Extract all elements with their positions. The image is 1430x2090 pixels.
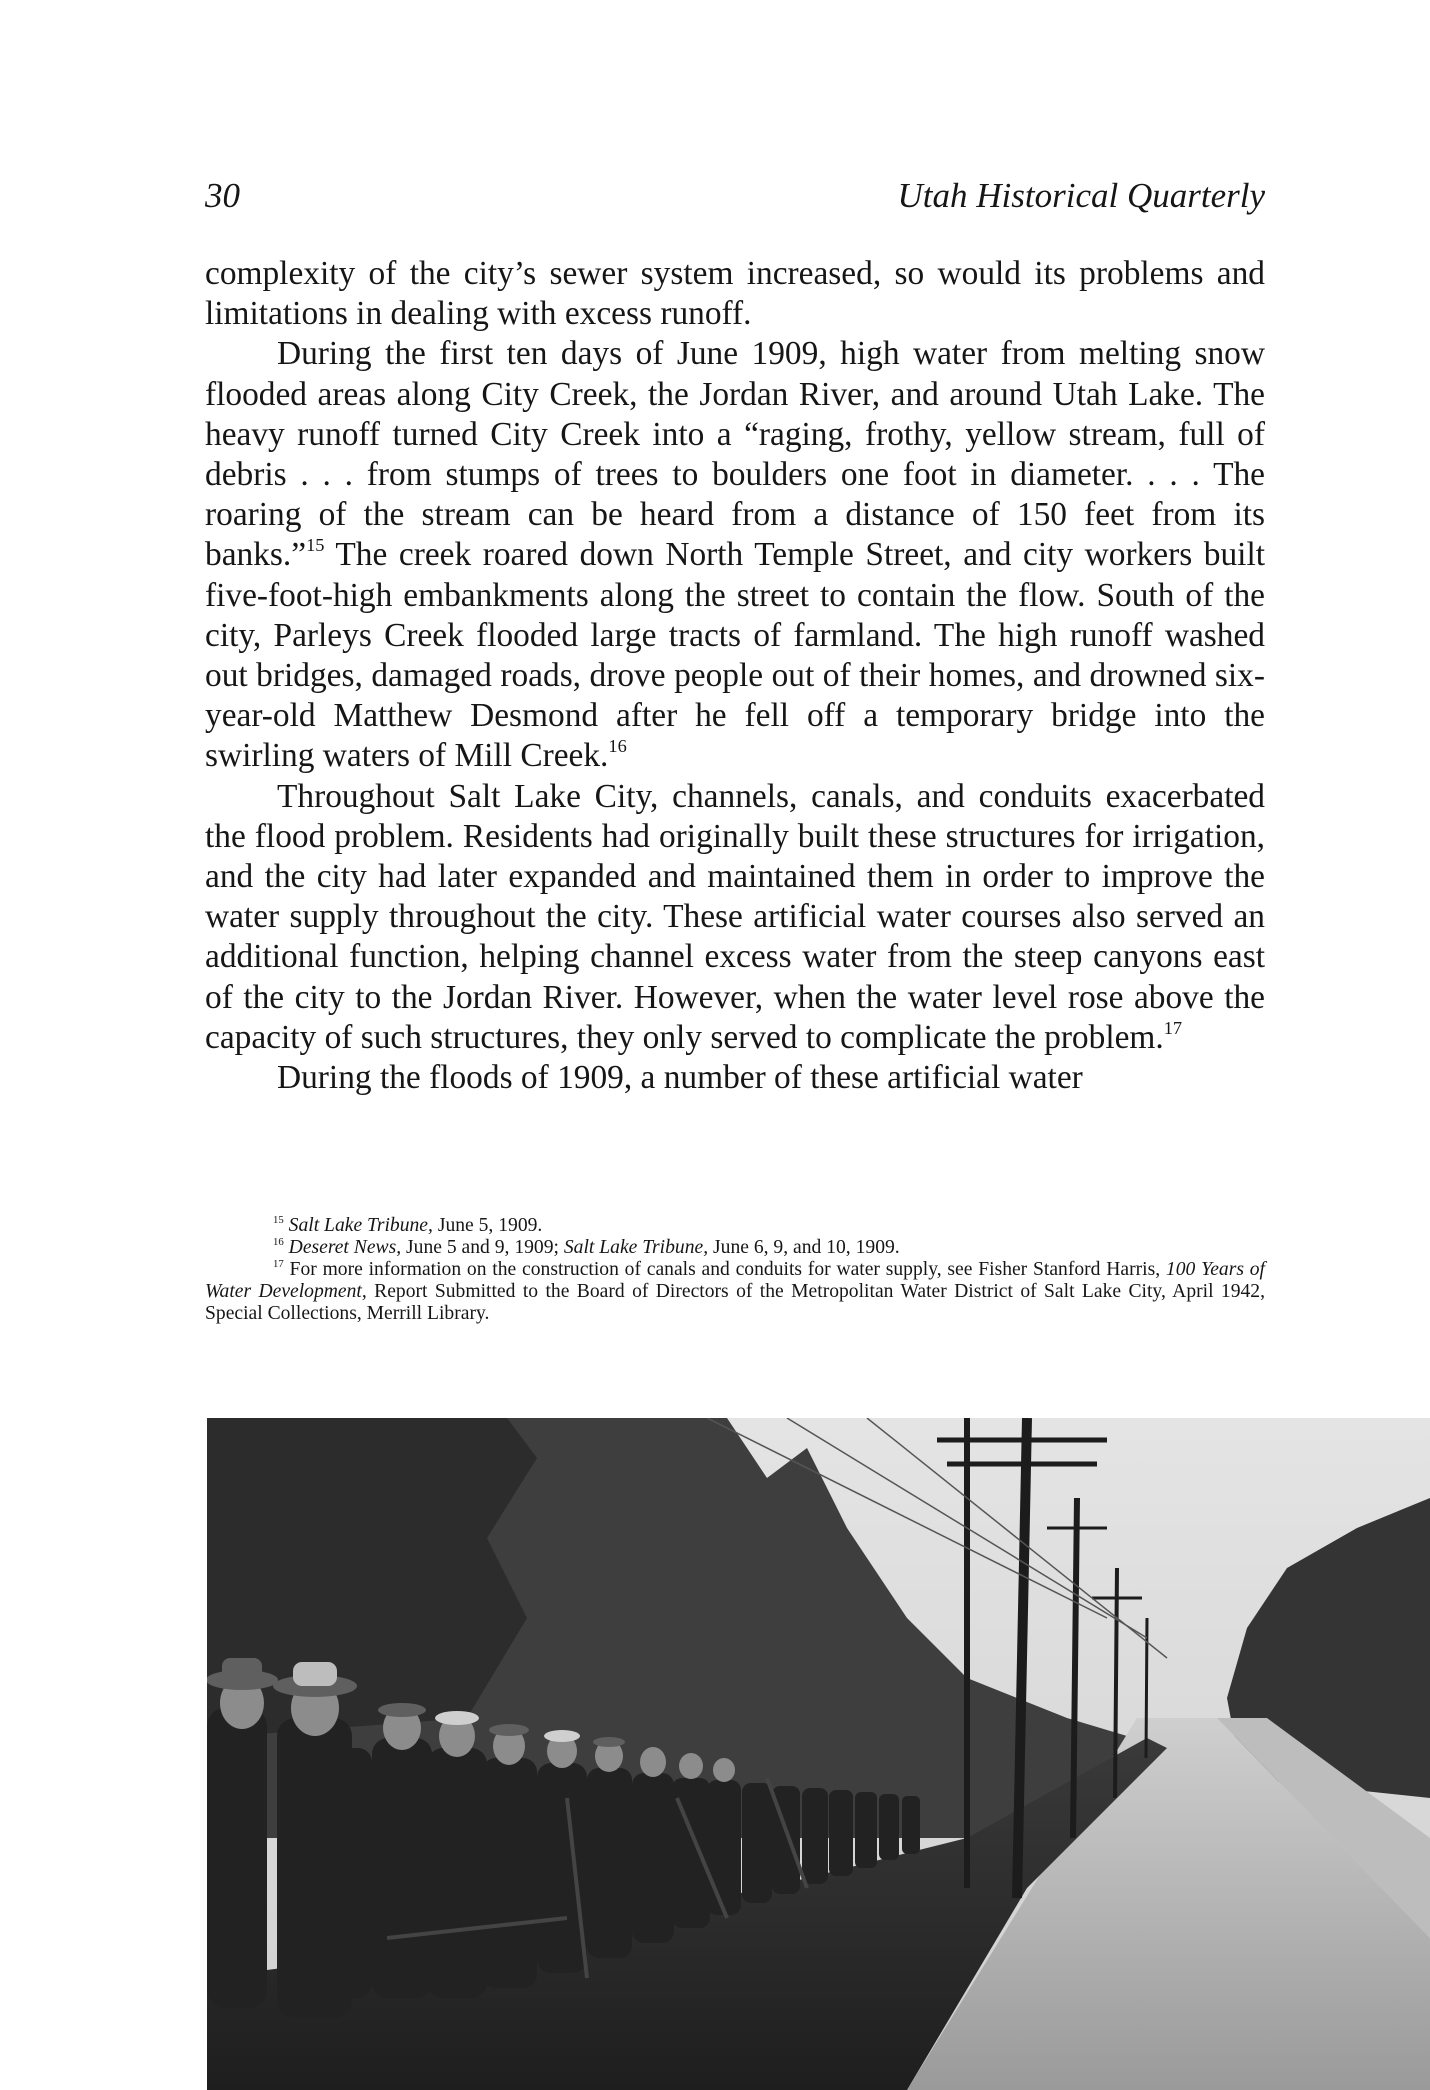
footnote-text: For more information on the construction of canals and conduits for water supply, see Fisher Stanford Harris, [283,1259,1166,1280]
footnote-16 [205,1237,1265,1259]
paragraph-4 [205,1058,1265,1098]
footnote-source-title: 100 Years of Water Development, [205,1259,1265,1302]
running-head: Utah Historical Quarterly [897,176,1265,215]
historic-photo-workers-building-embankment [207,1418,1430,2090]
footnote-source-title: Salt Lake Tribune, [288,1215,433,1236]
page-header [205,176,1265,226]
footnote-text: June 6, 9, and 10, 1909. [708,1237,900,1258]
article-body [205,254,1265,1098]
photo-illustration [207,1418,1430,2090]
paragraph-3-text: Throughout Salt Lake City, channels, canals, and conduits exacerbated the flood problem. Residents had originally built these structures for irrigation, and the city had later expanded and maintained them in order to improve the water supply throughout the city. These artificial water courses also served an additional function, helping channel excess water from the steep canyons east of the city to the Jordan River. However, when the water level rose above the capacity of such structures, they only served to complicate the problem. [205,777,1265,1056]
footnote-number: 17 [273,1257,284,1270]
footnote-source-title: Deseret News, [288,1237,402,1258]
footnotes [205,1215,1265,1325]
paragraph-2-text-a: During the first ten days of June 1909, high water from melting snow flooded areas along City Creek, the Jordan River, and around Utah Lake. The heavy runoff turned City Creek into a “raging, frothy, yellow stream, full of debris . . . from stumps of trees to boulders one foot in diameter. . . . The roaring of the stream can be heard from a distance of 150 feet from its banks.” [205,335,1265,574]
footnote-ref-17[interactable]: 17 [1163,1018,1183,1039]
footnote-text: June 5 and 9, 1909; [401,1237,564,1258]
paragraph-1 [205,254,1265,334]
paragraph-3 [205,777,1265,1058]
footnote-text: Report Submitted to the Board of Directors of the Metropolitan Water District of Salt Lake City, April 1942, Special Collections, Merrill Library. [205,1281,1266,1324]
paragraph-2 [205,334,1265,776]
footnote-ref-16[interactable]: 16 [608,736,627,757]
footnote-17 [205,1259,1265,1325]
footnote-ref-15[interactable]: 15 [306,535,325,556]
paragraph-1-text: complexity of the city’s sewer system increased, so would its problems and limitations in dealing with excess runoff. [205,255,1265,333]
page-number: 30 [205,176,240,215]
footnote-number: 15 [273,1213,284,1226]
footnote-source-title: Salt Lake Tribune, [563,1237,709,1258]
footnote-number: 16 [273,1235,284,1248]
footnote-text: June 5, 1909. [432,1215,543,1236]
paragraph-2-text-b: The creek roared down North Temple Street, and city workers built five-foot-high embankments along the street to contain the flow. South of the city, Parleys Creek flooded large tracts of farmland. The high runoff washed out bridges, damaged roads, drove people out of their homes, and drowned six-year-old Matthew Desmond after he fell off a temporary bridge into the swirling waters of Mill Creek. [205,536,1265,775]
footnote-15 [205,1215,1265,1237]
paragraph-4-text: During the floods of 1909, a number of these artificial water [277,1059,1083,1097]
